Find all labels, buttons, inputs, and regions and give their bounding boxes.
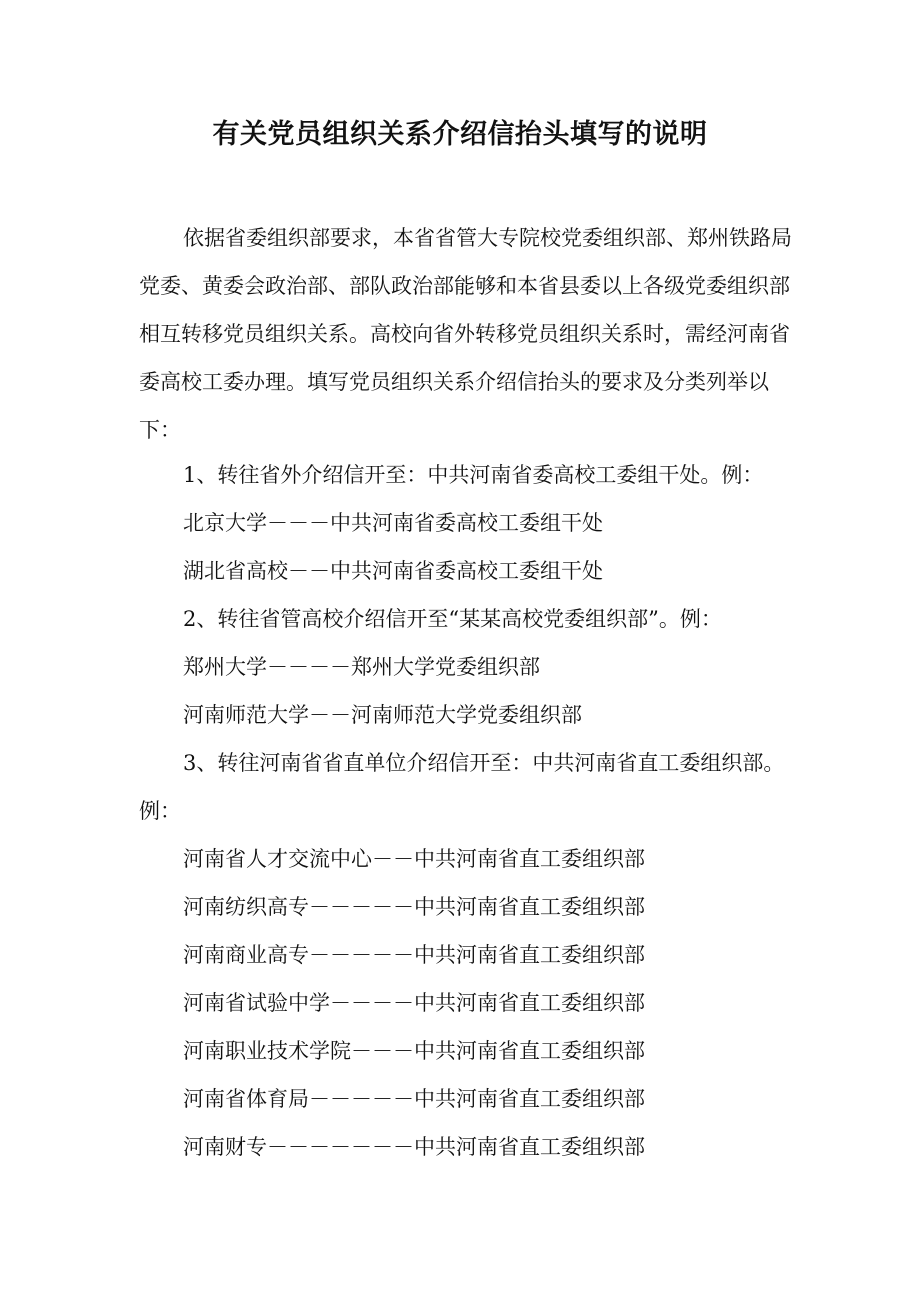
document-title: 有关党员组织关系介绍信抬头填写的说明	[212, 119, 708, 150]
section-3-example: 河南省试验中学－－－－中共河南省直工委组织部	[183, 991, 645, 1015]
section-3-example: 河南省体育局－－－－－中共河南省直工委组织部	[183, 1087, 645, 1111]
section-3-example: 河南职业技术学院－－－中共河南省直工委组织部	[183, 1039, 645, 1063]
section-1-heading: 1、转往省外介绍信开至：中共河南省委高校工委组干处。例：	[183, 463, 764, 487]
section-2-example: 郑州大学－－－－郑州大学党委组织部	[183, 655, 540, 679]
section-3-example: 河南纺织高专－－－－－中共河南省直工委组织部	[183, 895, 645, 919]
section-3-example: 河南财专－－－－－－－中共河南省直工委组织部	[183, 1135, 645, 1159]
intro-paragraph: 依据省委组织部要求，本省省管大专院校党委组织部、郑州铁路局党委、黄委会政治部、部队政治部能够和本省县委以上各级党委组织部相互转移党员组织关系。高校向省外转移党员组织关系时，需经河南省委高校工委办理。填写党员组织关系介绍信抬头的要求及分类列举以下：	[139, 226, 792, 442]
section-2-example: 河南师范大学－－河南师范大学党委组织部	[183, 703, 582, 727]
section-1-example: 北京大学－－－中共河南省委高校工委组干处	[183, 511, 603, 535]
section-1-example: 湖北省高校－－中共河南省委高校工委组干处	[183, 559, 603, 583]
section-3-example: 河南商业高专－－－－－中共河南省直工委组织部	[183, 943, 645, 967]
section-3-heading: 3、转往河南省省直单位介绍信开至：中共河南省直工委组织部。	[183, 751, 785, 775]
section-3-heading-continuation: 例：	[139, 799, 181, 823]
section-3-example: 河南省人才交流中心－－中共河南省直工委组织部	[183, 847, 645, 871]
section-2-heading: 2、转往省管高校介绍信开至“某某高校党委组织部”。例：	[183, 607, 722, 631]
